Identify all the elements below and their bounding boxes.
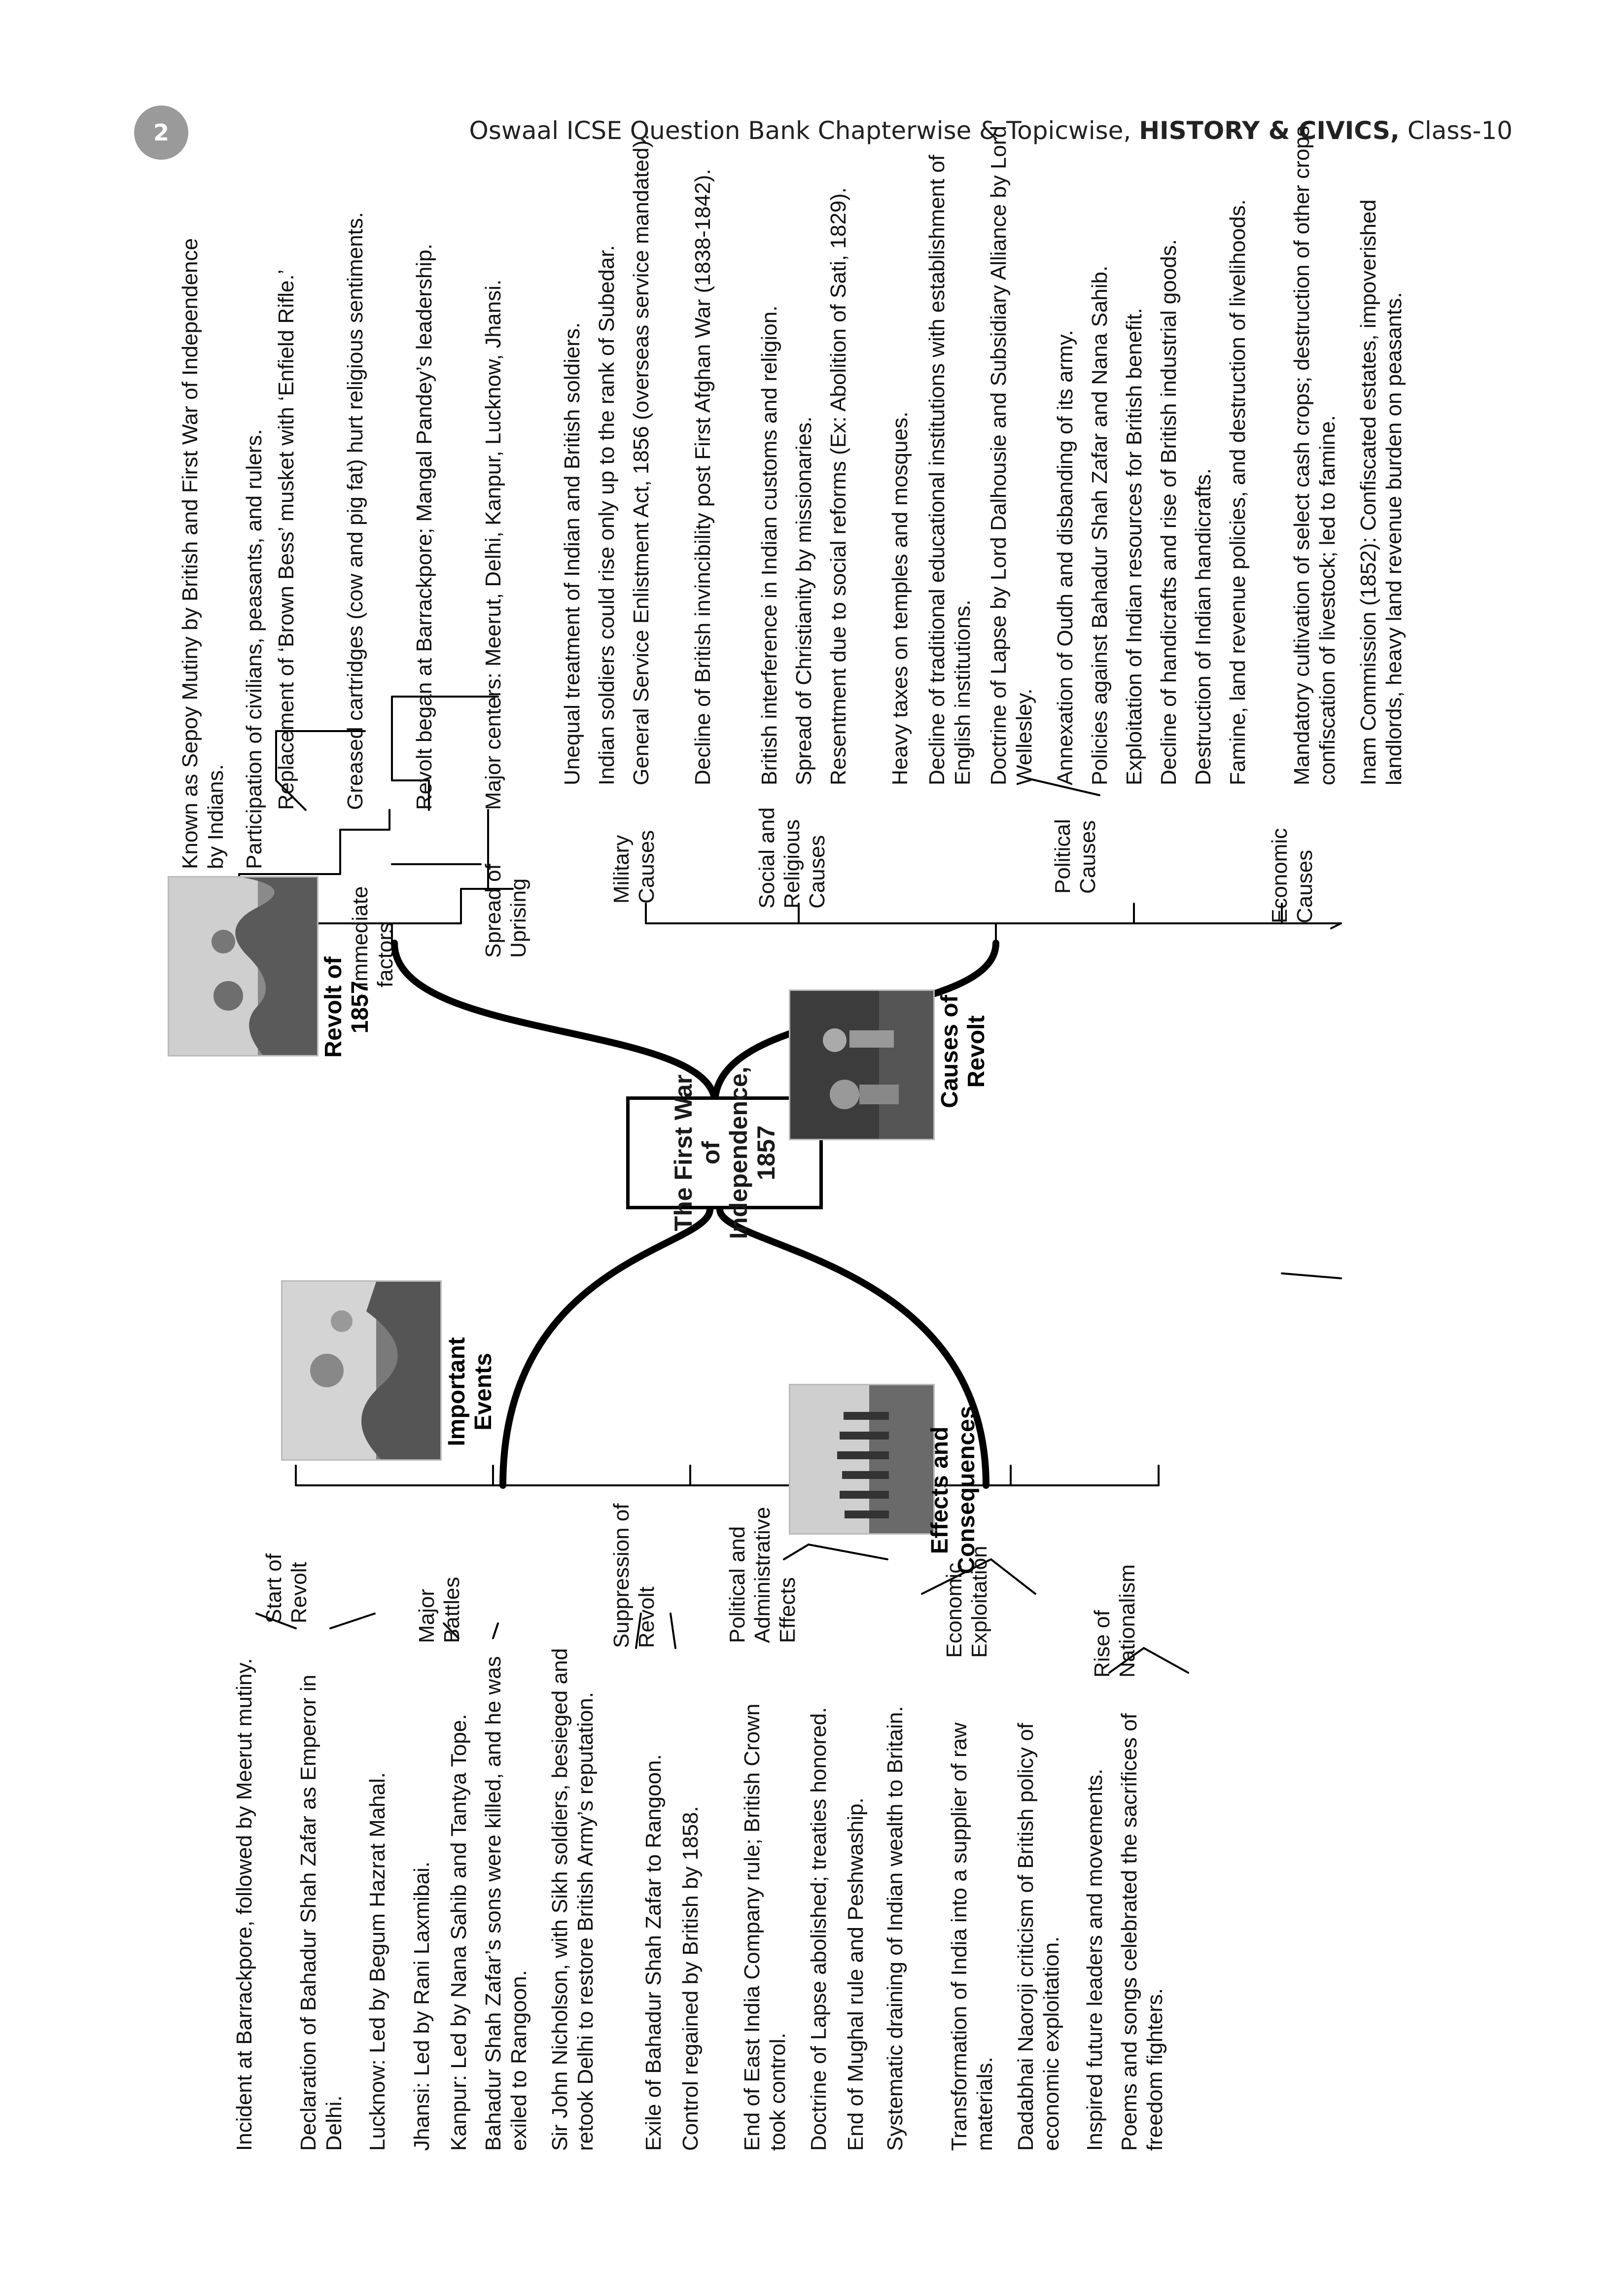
military-cause-3: General Service Enlistment Act, 1856 (overseas service mandated).: [629, 134, 653, 785]
header-subject: HISTORY & CIVICS,: [1139, 116, 1400, 145]
header-title: Oswaal ICSE Question Bank Chapterwise & Topicwise,: [469, 116, 1139, 145]
nationalism-item-1: Inspired future leaders and movements.: [1083, 1768, 1107, 2151]
effects-photo: [789, 1384, 935, 1535]
social-cause-1: British interference in Indian customs and religion.: [757, 305, 781, 785]
military-cause-1: Unequal treatment of Indian and British soldiers.: [560, 322, 584, 785]
spread-centers: Major centers: Meerut, Delhi, Kanpur, Lucknow, Jhansi.: [481, 279, 505, 810]
economic-cause-5: Mandatory cultivation of select cash crops; destruction of other crops, confiscation of livestock; led to famine.: [1290, 120, 1340, 785]
battle-item-3: Kanpur: Led by Nana Sahib and Tantya Tope.: [447, 1714, 471, 2151]
social-cause-3: Resentment due to social reforms (Ex: Abolition of Sati, 1829).: [826, 187, 850, 785]
economic-causes-label: Economic Causes: [1268, 828, 1317, 923]
branch-title-revolt: Revolt of 1857: [320, 956, 373, 1058]
military-cause-4: Decline of British invincibility post First Afghan War (1838-1842).: [691, 169, 715, 785]
causes-photo: [789, 989, 935, 1140]
military-causes-label: Military Causes: [609, 830, 659, 904]
major-battles-label: Major Battles: [415, 1577, 464, 1643]
political-effect-1: End of East India Company rule; British Crown took control.: [740, 1703, 790, 2151]
suppression-item-1: Exile of Bahadur Shah Zafar to Rangoon.: [641, 1754, 666, 2151]
political-effect-2: Doctrine of Lapse abolished; treaties honored.: [807, 1707, 831, 2151]
economic-cause-6: Inam Commission (1852): Confiscated estates, impoverished landlords, heavy land revenue burden on peasants.: [1356, 199, 1406, 785]
military-cause-2: Indian soldiers could rise only up to the rank of Subedar.: [595, 245, 619, 785]
social-cause-5: Decline of traditional educational institutions with establishment of English institutions.: [925, 154, 975, 785]
branch-title-effects: Effects and Consequences: [927, 1406, 980, 1574]
revolt-known-as: Known as Sepoy Mutiny by British and First War of Independence by Indians.: [178, 238, 228, 869]
battle-item-5: Sir John Nicholson, with Sikh soldiers, besieged and retook Delhi to restore British Army’s reputation.: [548, 1648, 598, 2151]
start-item-1: Incident at Barrackpore, followed by Meerut mutiny.: [232, 1658, 256, 2151]
events-photo: [281, 1280, 442, 1461]
economic-cause-3: Destruction of Indian handicrafts.: [1191, 468, 1215, 785]
economic-effect-2: Transformation of India into a supplier of raw materials.: [947, 1722, 997, 2151]
page-number-badge: 2: [134, 105, 188, 160]
nationalism-label: Rise of Nationalism: [1090, 1564, 1140, 1678]
spread-label: Spread of Uprising: [481, 864, 531, 958]
revolt-participation: Participation of civilians, peasants, and rulers.: [242, 429, 266, 869]
political-cause-3: Policies against Bahadur Shah Zafar and Nana Sahib.: [1088, 265, 1112, 785]
battle-item-4: Bahadur Shah Zafar’s sons were killed, and he was exiled to Rangoon.: [481, 1656, 531, 2151]
economic-effect-1: Systematic draining of Indian wealth to Britain.: [883, 1706, 907, 2151]
start-of-revolt-label: Start of Revolt: [262, 1553, 312, 1623]
economic-cause-1: Exploitation of Indian resources for British benefit.: [1122, 308, 1146, 785]
social-causes-label: Social and Religious Causes: [755, 807, 830, 909]
battle-item-2: Jhansi: Led by Rani Laxmibai.: [410, 1862, 434, 2151]
economic-exploitation-label: Economic Exploitation: [942, 1546, 992, 1658]
immediate-factor-1: Replacement of ‘Brown Bess’ musket with ‘Enfield Rifle.’: [274, 269, 298, 810]
branch-title-causes: Causes of Revolt: [937, 995, 989, 1108]
economic-cause-2: Decline of handicrafts and rise of British industrial goods.: [1157, 239, 1181, 785]
immediate-factor-2: Greased cartridges (cow and pig fat) hurt religious sentiments.: [343, 211, 367, 810]
economic-cause-4: Famine, land revenue policies, and destruction of livelihoods.: [1226, 199, 1250, 785]
suppression-label: Suppression of Revolt: [609, 1503, 659, 1648]
political-cause-2: Annexation of Oudh and disbanding of its army.: [1053, 330, 1077, 785]
economic-effect-3: Dadabhai Naoroji criticism of British policy of economic exploitation.: [1014, 1722, 1063, 2151]
suppression-item-2: Control regained by British by 1858.: [678, 1806, 703, 2151]
battle-item-1: Lucknow: Led by Begum Hazrat Mahal.: [365, 1772, 389, 2151]
immediate-factor-3: Revolt began at Barrackpore; Mangal Pandey’s leadership.: [412, 244, 436, 810]
start-item-2: Declaration of Bahadur Shah Zafar as Emperor in Delhi.: [296, 1674, 346, 2151]
nationalism-item-2: Poems and songs celebrated the sacrifices of freedom fighters.: [1117, 1713, 1167, 2151]
branch-title-events: Important Events: [444, 1337, 496, 1446]
social-cause-2: Spread of Christianity by missionaries.: [792, 416, 816, 785]
central-topic-title: The First War of Independence, 1857: [669, 1066, 780, 1239]
header-class: Class-10: [1399, 116, 1513, 145]
political-causes-label: Political Causes: [1051, 819, 1100, 894]
social-cause-4: Heavy taxes on temples and mosques.: [888, 411, 912, 785]
immediate-factors-label: Immediate factors: [348, 886, 398, 987]
political-cause-1: Doctrine of Lapse by Lord Dalhousie and Subsidiary Alliance by Lord Wellesley.: [987, 126, 1036, 785]
revolt-photo: [168, 876, 318, 1056]
political-effects-label: Political and Administrative Effects: [725, 1507, 800, 1643]
political-effect-3: End of Mughal rule and Peshwaship.: [844, 1797, 868, 2151]
